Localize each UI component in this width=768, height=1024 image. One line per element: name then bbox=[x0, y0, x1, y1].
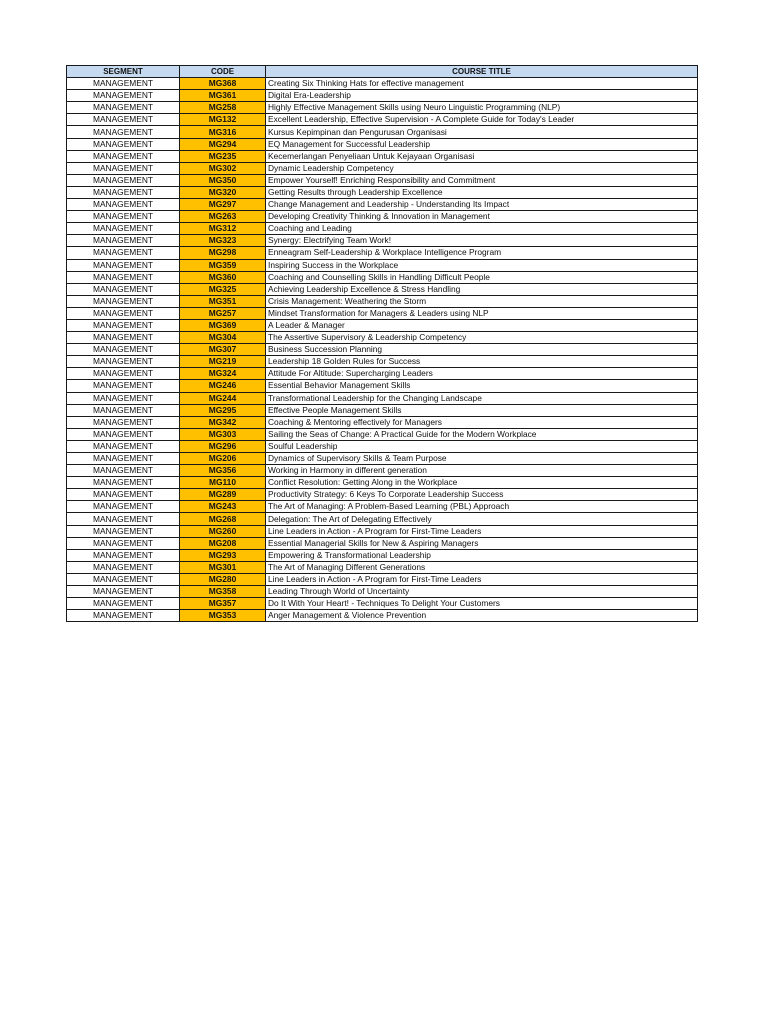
segment-cell: MANAGEMENT bbox=[67, 477, 180, 489]
table-row bbox=[67, 102, 698, 114]
course-code-cell: MG268 bbox=[180, 513, 266, 525]
course-title-cell: Soulful Leadership bbox=[266, 440, 698, 452]
table-row bbox=[67, 561, 698, 573]
segment-cell: MANAGEMENT bbox=[67, 573, 180, 585]
course-title-cell: Line Leaders in Action - A Program for First-Time Leaders bbox=[266, 525, 698, 537]
table-row bbox=[67, 598, 698, 610]
segment-cell: MANAGEMENT bbox=[67, 380, 180, 392]
segment-cell: MANAGEMENT bbox=[67, 549, 180, 561]
segment-cell: MANAGEMENT bbox=[67, 440, 180, 452]
table-row bbox=[67, 404, 698, 416]
course-code-cell: MG323 bbox=[180, 235, 266, 247]
segment-cell: MANAGEMENT bbox=[67, 126, 180, 138]
segment-cell: MANAGEMENT bbox=[67, 150, 180, 162]
course-title-cell: Empower Yourself! Enriching Responsibility and Commitment bbox=[266, 174, 698, 186]
segment-cell: MANAGEMENT bbox=[67, 501, 180, 513]
course-title-cell: Inspiring Success in the Workplace bbox=[266, 259, 698, 271]
course-code-cell: MG302 bbox=[180, 162, 266, 174]
table-row bbox=[67, 259, 698, 271]
course-title-cell: Leadership 18 Golden Rules for Success bbox=[266, 356, 698, 368]
segment-cell: MANAGEMENT bbox=[67, 223, 180, 235]
course-code-cell: MG351 bbox=[180, 295, 266, 307]
course-title-cell: Attitude For Altitude: Supercharging Leaders bbox=[266, 368, 698, 380]
course-code-cell: MG263 bbox=[180, 211, 266, 223]
course-title-cell: Conflict Resolution: Getting Along in the Workplace bbox=[266, 477, 698, 489]
table-body bbox=[67, 78, 698, 622]
table-row bbox=[67, 138, 698, 150]
table-row bbox=[67, 186, 698, 198]
course-title-cell: Getting Results through Leadership Excellence bbox=[266, 186, 698, 198]
course-code-cell: MG258 bbox=[180, 102, 266, 114]
course-code-cell: MG110 bbox=[180, 477, 266, 489]
header-row bbox=[67, 66, 698, 78]
course-code-cell: MG294 bbox=[180, 138, 266, 150]
table-row bbox=[67, 573, 698, 585]
segment-cell: MANAGEMENT bbox=[67, 513, 180, 525]
course-code-cell: MG342 bbox=[180, 416, 266, 428]
segment-cell: MANAGEMENT bbox=[67, 489, 180, 501]
column-header-segment: SEGMENT bbox=[67, 66, 180, 78]
course-title-cell: The Art of Managing Different Generations bbox=[266, 561, 698, 573]
segment-cell: MANAGEMENT bbox=[67, 344, 180, 356]
course-code-cell: MG257 bbox=[180, 307, 266, 319]
course-table bbox=[66, 65, 698, 622]
table-row bbox=[67, 332, 698, 344]
course-code-cell: MG303 bbox=[180, 428, 266, 440]
table-row bbox=[67, 283, 698, 295]
course-title-cell: Kursus Kepimpinan dan Pengurusan Organisasi bbox=[266, 126, 698, 138]
course-code-cell: MG289 bbox=[180, 489, 266, 501]
table-row bbox=[67, 307, 698, 319]
segment-cell: MANAGEMENT bbox=[67, 295, 180, 307]
segment-cell: MANAGEMENT bbox=[67, 586, 180, 598]
table-row bbox=[67, 211, 698, 223]
segment-cell: MANAGEMENT bbox=[67, 332, 180, 344]
segment-cell: MANAGEMENT bbox=[67, 416, 180, 428]
course-code-cell: MG357 bbox=[180, 598, 266, 610]
segment-cell: MANAGEMENT bbox=[67, 211, 180, 223]
course-title-cell: Delegation: The Art of Delegating Effectively bbox=[266, 513, 698, 525]
segment-cell: MANAGEMENT bbox=[67, 598, 180, 610]
course-code-cell: MG358 bbox=[180, 586, 266, 598]
course-code-cell: MG206 bbox=[180, 453, 266, 465]
segment-cell: MANAGEMENT bbox=[67, 162, 180, 174]
course-title-cell: Dynamic Leadership Competency bbox=[266, 162, 698, 174]
course-title-cell: Essential Managerial Skills for New & Aspiring Managers bbox=[266, 537, 698, 549]
course-title-cell: Do It With Your Heart! - Techniques To Delight Your Customers bbox=[266, 598, 698, 610]
course-title-cell: Mindset Transformation for Managers & Leaders using NLP bbox=[266, 307, 698, 319]
segment-cell: MANAGEMENT bbox=[67, 114, 180, 126]
course-title-cell: The Art of Managing: A Problem-Based Learning (PBL) Approach bbox=[266, 501, 698, 513]
course-title-cell: EQ Management for Successful Leadership bbox=[266, 138, 698, 150]
table-row bbox=[67, 380, 698, 392]
course-code-cell: MG356 bbox=[180, 465, 266, 477]
course-title-cell: Coaching and Counselling Skills in Handling Difficult People bbox=[266, 271, 698, 283]
segment-cell: MANAGEMENT bbox=[67, 138, 180, 150]
table-row bbox=[67, 199, 698, 211]
table-row bbox=[67, 392, 698, 404]
course-title-cell: A Leader & Manager bbox=[266, 319, 698, 331]
segment-cell: MANAGEMENT bbox=[67, 368, 180, 380]
course-code-cell: MG353 bbox=[180, 610, 266, 622]
course-sheet bbox=[66, 65, 698, 622]
table-row bbox=[67, 586, 698, 598]
table-header bbox=[67, 66, 698, 78]
course-title-cell: Productivity Strategy: 6 Keys To Corporate Leadership Success bbox=[266, 489, 698, 501]
table-row bbox=[67, 271, 698, 283]
course-code-cell: MG280 bbox=[180, 573, 266, 585]
table-row bbox=[67, 525, 698, 537]
course-title-cell: Anger Management & Violence Prevention bbox=[266, 610, 698, 622]
course-code-cell: MG316 bbox=[180, 126, 266, 138]
segment-cell: MANAGEMENT bbox=[67, 428, 180, 440]
course-code-cell: MG368 bbox=[180, 78, 266, 90]
table-row bbox=[67, 610, 698, 622]
course-code-cell: MG325 bbox=[180, 283, 266, 295]
course-code-cell: MG243 bbox=[180, 501, 266, 513]
segment-cell: MANAGEMENT bbox=[67, 271, 180, 283]
segment-cell: MANAGEMENT bbox=[67, 610, 180, 622]
course-code-cell: MG360 bbox=[180, 271, 266, 283]
course-code-cell: MG219 bbox=[180, 356, 266, 368]
course-code-cell: MG260 bbox=[180, 525, 266, 537]
table-row bbox=[67, 356, 698, 368]
segment-cell: MANAGEMENT bbox=[67, 174, 180, 186]
course-title-cell: Change Management and Leadership - Understanding Its Impact bbox=[266, 199, 698, 211]
course-code-cell: MG361 bbox=[180, 90, 266, 102]
course-title-cell: Synergy: Electrifying Team Work! bbox=[266, 235, 698, 247]
segment-cell: MANAGEMENT bbox=[67, 259, 180, 271]
segment-cell: MANAGEMENT bbox=[67, 453, 180, 465]
course-code-cell: MG208 bbox=[180, 537, 266, 549]
segment-cell: MANAGEMENT bbox=[67, 247, 180, 259]
table-row bbox=[67, 477, 698, 489]
segment-cell: MANAGEMENT bbox=[67, 356, 180, 368]
course-title-cell: Enneagram Self-Leadership & Workplace Intelligence Program bbox=[266, 247, 698, 259]
course-code-cell: MG293 bbox=[180, 549, 266, 561]
course-title-cell: Working in Harmony in different generation bbox=[266, 465, 698, 477]
course-title-cell: Developing Creativity Thinking & Innovation in Management bbox=[266, 211, 698, 223]
segment-cell: MANAGEMENT bbox=[67, 319, 180, 331]
segment-cell: MANAGEMENT bbox=[67, 102, 180, 114]
table-row bbox=[67, 150, 698, 162]
course-code-cell: MG246 bbox=[180, 380, 266, 392]
table-row bbox=[67, 319, 698, 331]
table-row bbox=[67, 247, 698, 259]
course-code-cell: MG369 bbox=[180, 319, 266, 331]
segment-cell: MANAGEMENT bbox=[67, 392, 180, 404]
course-code-cell: MG301 bbox=[180, 561, 266, 573]
table-row bbox=[67, 368, 698, 380]
course-title-cell: Effective People Management Skills bbox=[266, 404, 698, 416]
course-title-cell: Excellent Leadership, Effective Supervision - A Complete Guide for Today's Leader bbox=[266, 114, 698, 126]
table-row bbox=[67, 440, 698, 452]
table-row bbox=[67, 428, 698, 440]
course-title-cell: Kecemerlangan Penyeliaan Untuk Kejayaan Organisasi bbox=[266, 150, 698, 162]
segment-cell: MANAGEMENT bbox=[67, 186, 180, 198]
course-code-cell: MG307 bbox=[180, 344, 266, 356]
segment-cell: MANAGEMENT bbox=[67, 90, 180, 102]
table-row bbox=[67, 549, 698, 561]
segment-cell: MANAGEMENT bbox=[67, 404, 180, 416]
table-row bbox=[67, 501, 698, 513]
table-row bbox=[67, 537, 698, 549]
course-title-cell: Creating Six Thinking Hats for effective management bbox=[266, 78, 698, 90]
course-title-cell: Digital Era-Leadership bbox=[266, 90, 698, 102]
segment-cell: MANAGEMENT bbox=[67, 561, 180, 573]
course-title-cell: Sailing the Seas of Change: A Practical Guide for the Modern Workplace bbox=[266, 428, 698, 440]
course-code-cell: MG304 bbox=[180, 332, 266, 344]
column-header-code: CODE bbox=[180, 66, 266, 78]
course-title-cell: The Assertive Supervisory & Leadership Competency bbox=[266, 332, 698, 344]
course-code-cell: MG298 bbox=[180, 247, 266, 259]
course-code-cell: MG350 bbox=[180, 174, 266, 186]
segment-cell: MANAGEMENT bbox=[67, 283, 180, 295]
course-code-cell: MG320 bbox=[180, 186, 266, 198]
course-title-cell: Leading Through World of Uncertainty bbox=[266, 586, 698, 598]
course-title-cell: Essential Behavior Management Skills bbox=[266, 380, 698, 392]
course-title-cell: Business Succession Planning bbox=[266, 344, 698, 356]
segment-cell: MANAGEMENT bbox=[67, 525, 180, 537]
course-code-cell: MG132 bbox=[180, 114, 266, 126]
table-row bbox=[67, 162, 698, 174]
segment-cell: MANAGEMENT bbox=[67, 537, 180, 549]
table-row bbox=[67, 78, 698, 90]
course-code-cell: MG295 bbox=[180, 404, 266, 416]
table-row bbox=[67, 114, 698, 126]
segment-cell: MANAGEMENT bbox=[67, 78, 180, 90]
table-row bbox=[67, 126, 698, 138]
course-title-cell: Achieving Leadership Excellence & Stress Handling bbox=[266, 283, 698, 295]
table-row bbox=[67, 235, 698, 247]
course-title-cell: Highly Effective Management Skills using Neuro Linguistic Programming (NLP) bbox=[266, 102, 698, 114]
segment-cell: MANAGEMENT bbox=[67, 235, 180, 247]
table-row bbox=[67, 513, 698, 525]
segment-cell: MANAGEMENT bbox=[67, 199, 180, 211]
course-title-cell: Coaching & Mentoring effectively for Managers bbox=[266, 416, 698, 428]
column-header-course-title: COURSE TITLE bbox=[266, 66, 698, 78]
course-title-cell: Empowering & Transformational Leadership bbox=[266, 549, 698, 561]
table-row bbox=[67, 174, 698, 186]
course-title-cell: Coaching and Leading bbox=[266, 223, 698, 235]
course-title-cell: Transformational Leadership for the Changing Landscape bbox=[266, 392, 698, 404]
table-row bbox=[67, 344, 698, 356]
course-code-cell: MG244 bbox=[180, 392, 266, 404]
course-title-cell: Dynamics of Supervisory Skills & Team Purpose bbox=[266, 453, 698, 465]
table-row bbox=[67, 453, 698, 465]
table-row bbox=[67, 295, 698, 307]
course-code-cell: MG297 bbox=[180, 199, 266, 211]
table-row bbox=[67, 90, 698, 102]
table-row bbox=[67, 223, 698, 235]
segment-cell: MANAGEMENT bbox=[67, 307, 180, 319]
table-row bbox=[67, 465, 698, 477]
course-title-cell: Line Leaders in Action - A Program for First-Time Leaders bbox=[266, 573, 698, 585]
course-code-cell: MG359 bbox=[180, 259, 266, 271]
segment-cell: MANAGEMENT bbox=[67, 465, 180, 477]
table-row bbox=[67, 416, 698, 428]
course-title-cell: Crisis Management: Weathering the Storm bbox=[266, 295, 698, 307]
course-code-cell: MG312 bbox=[180, 223, 266, 235]
course-code-cell: MG296 bbox=[180, 440, 266, 452]
table-row bbox=[67, 489, 698, 501]
course-code-cell: MG324 bbox=[180, 368, 266, 380]
course-code-cell: MG235 bbox=[180, 150, 266, 162]
